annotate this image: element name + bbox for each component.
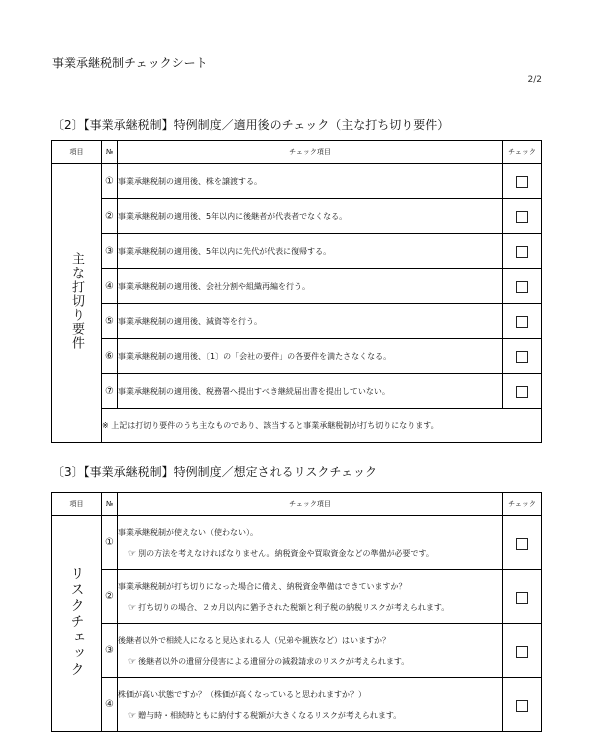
check-cell [503, 234, 542, 269]
checkbox[interactable] [516, 176, 528, 188]
header-item: チェック項目 [118, 493, 503, 516]
risk-answer: 打ち切りの場合、２カ月以内に猶予された税額と利子税の納税リスクが考えられます。 [138, 602, 450, 612]
check-cell [503, 339, 542, 374]
risk-question: 後継者以外で相続人になると見込まれる人（兄弟や親族など）はいますか？ [118, 635, 390, 645]
risk-answer: 贈与時・相続時ともに納付する税額が大きくなるリスクが考えられます。 [138, 710, 402, 720]
table-row [52, 516, 542, 570]
section3-table [51, 492, 542, 732]
check-cell [503, 624, 542, 678]
header-category: 項目 [52, 493, 102, 516]
row-number: ① [102, 164, 118, 199]
document-title: 事業承継税制チェックシート [52, 56, 208, 70]
checkbox[interactable] [516, 281, 528, 293]
pointing-hand-icon: ☞ [128, 710, 137, 721]
header-category: 項目 [52, 141, 102, 164]
section2-table [51, 140, 542, 443]
header-item: チェック項目 [118, 141, 503, 164]
header-no: № [102, 493, 118, 516]
pointing-hand-icon: ☞ [128, 656, 137, 667]
category-label: 主な打切り要件 [69, 252, 84, 350]
table-row [52, 624, 542, 678]
table-row [52, 374, 542, 409]
check-cell [503, 199, 542, 234]
risk-question: 事業承継税制が打ち切りになった場合に備え、納税資金準備はできていますか？ [118, 581, 407, 591]
checkbox[interactable] [516, 246, 528, 258]
check-item-text: 事業承継税制の適用後、株を譲渡する。 [118, 164, 503, 199]
risk-answer-line [118, 548, 502, 559]
table-row [52, 304, 542, 339]
check-item-text: 事業承継税制の適用後、会社分割や組織再編を行う。 [118, 269, 503, 304]
category-cell [52, 516, 102, 732]
page-number: 2/2 [527, 75, 542, 85]
risk-answer-line [118, 602, 502, 613]
checkbox[interactable] [516, 386, 528, 398]
risk-item [118, 570, 503, 624]
table-row [52, 678, 542, 732]
check-cell [503, 570, 542, 624]
note-row [52, 409, 542, 443]
risk-item [118, 516, 503, 570]
risk-answer: 後継者以外の遺留分侵害による遺留分の減殺請求のリスクが考えられます。 [138, 656, 410, 666]
table-row [52, 339, 542, 374]
risk-question: 事業承継税制が使えない（使わない）。 [118, 527, 258, 537]
risk-answer-line [118, 656, 502, 667]
row-number: ① [102, 516, 118, 570]
check-item-text: 事業承継税制の適用後、減資等を行う。 [118, 304, 503, 339]
header-check: チェック [503, 493, 542, 516]
table-row [52, 234, 542, 269]
risk-question: 株価が高い状態ですか？（株価が高くなっていると思われますか？） [118, 689, 366, 699]
risk-answer-line [118, 710, 502, 721]
check-item-text: 事業承継税制の適用後、〔1〕の「会社の要件」の各要件を満たさなくなる。 [118, 339, 503, 374]
row-number: ⑥ [102, 339, 118, 374]
section3-title: 〔3〕【事業承継税制】特例制度／想定されるリスクチェック [52, 465, 378, 479]
table-row [52, 269, 542, 304]
check-item-text: 事業承継税制の適用後、5年以内に先代が代表に復帰する。 [118, 234, 503, 269]
category-cell [52, 164, 102, 443]
row-number: ② [102, 570, 118, 624]
checkbox[interactable] [516, 211, 528, 223]
row-number: ⑤ [102, 304, 118, 339]
check-cell [503, 374, 542, 409]
pointing-hand-icon: ☞ [128, 548, 137, 559]
pointing-hand-icon: ☞ [128, 602, 137, 613]
risk-answer: 別の方法を考えなければなりません。納税資金や買取資金などの準備が必要です。 [138, 548, 434, 558]
checkbox[interactable] [516, 592, 528, 604]
row-number: ③ [102, 234, 118, 269]
check-item-text: 事業承継税制の適用後、税務署へ提出すべき継続届出書を提出していない。 [118, 374, 503, 409]
row-number: ② [102, 199, 118, 234]
row-number: ④ [102, 269, 118, 304]
risk-item [118, 678, 503, 732]
header-check: チェック [503, 141, 542, 164]
row-number: ④ [102, 678, 118, 732]
row-number: ③ [102, 624, 118, 678]
table-row [52, 199, 542, 234]
table-row [52, 570, 542, 624]
checkbox[interactable] [516, 316, 528, 328]
check-cell [503, 269, 542, 304]
row-number: ⑦ [102, 374, 118, 409]
table-row [52, 164, 542, 199]
check-item-text: 事業承継税制の適用後、5年以内に後継者が代表者でなくなる。 [118, 199, 503, 234]
checkbox[interactable] [516, 351, 528, 363]
checkbox[interactable] [516, 538, 528, 550]
section2-title: 〔2〕【事業承継税制】特例制度／適用後のチェック（主な打ち切り要件） [52, 118, 450, 132]
checkbox[interactable] [516, 646, 528, 658]
table-header [52, 141, 542, 164]
header-no: № [102, 141, 118, 164]
check-cell [503, 516, 542, 570]
risk-item [118, 624, 503, 678]
category-label: リスクチェック [68, 565, 85, 678]
table-header [52, 493, 542, 516]
note-text: ※ 上記は打切り要件のうち主なものであり、該当すると事業承継税制が打ち切りになります。 [102, 409, 542, 443]
check-cell [503, 678, 542, 732]
check-cell [503, 304, 542, 339]
check-cell [503, 164, 542, 199]
checkbox[interactable] [516, 700, 528, 712]
